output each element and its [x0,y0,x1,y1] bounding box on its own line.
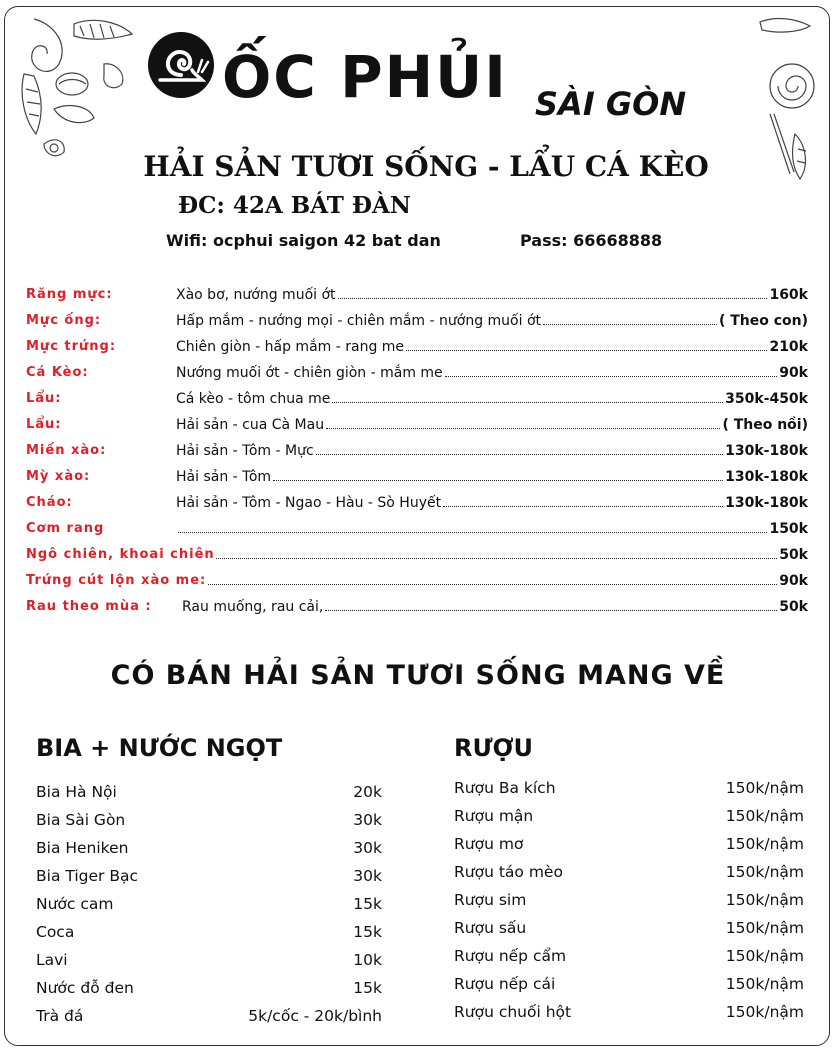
menu-item [26,492,808,514]
list-item [36,1004,382,1028]
drink-price: 150k/nậm [725,975,804,993]
drink-name: Rượu chuối hột [454,1003,572,1021]
list-item [36,836,382,860]
list-item [36,920,382,944]
drink-price: 150k/nậm [725,835,804,853]
menu-item-desc: Cá kèo - tôm chua me [176,391,331,407]
menu-item-desc: Rau muống, rau cải, [182,599,324,615]
menu-item-name: Cháo: [26,495,73,510]
drink-name: Rượu nếp cẩm [454,947,567,965]
menu-item-price: 210k [769,339,808,355]
menu-item-name: Rau theo mùa : [26,599,152,614]
menu-item-name: Răng mực: [26,287,113,302]
menu-item-price: 130k-180k [725,469,808,485]
menu-item [26,414,808,436]
menu-item-name: Miến xào: [26,443,107,458]
drink-price: 30k [353,839,382,857]
list-item [454,972,804,996]
drink-name: Rượu mơ [454,835,524,853]
menu-item-price: 160k [769,287,808,303]
drink-price: 150k/nậm [725,947,804,965]
menu-item-price: 150k [769,521,808,537]
drink-price: 15k [353,979,382,997]
menu-item-name: Cá Kèo: [26,365,89,380]
list-item [36,808,382,832]
drink-price: 150k/nậm [725,779,804,797]
menu-item [26,440,808,462]
snail-logo-icon [146,30,216,100]
drink-name: Nước cam [36,895,114,913]
menu-item-desc: Nướng muối ớt - chiên giòn - mắm me [176,365,443,381]
beer-section-title: BIA + NƯỚC NGỌT [36,734,283,762]
brand-subtitle: SÀI GÒN [535,85,687,123]
menu-item [26,570,808,592]
seashell-cluster-left-icon [14,14,139,164]
menu-item-desc: Hải sản - Tôm [176,469,272,485]
menu-item-name: Trứng cút lộn xào me: [26,573,207,588]
list-item [454,1000,804,1024]
menu-item-name: Ngô chiên, khoai chiên [26,547,215,562]
menu-item [26,544,808,566]
menu-item-name: Mực ống: [26,313,102,328]
menu-item-name: Mỳ xào: [26,469,91,484]
menu-item [26,284,808,306]
menu-item [26,310,808,332]
menu-item-price: 130k-180k [725,495,808,511]
menu-item-name: Cơm rang [26,521,105,536]
list-item [36,780,382,804]
menu-item-name: Mực trứng: [26,339,117,354]
menu-item [26,466,808,488]
menu-item [26,518,808,540]
menu-item-price: 50k [779,547,808,563]
menu-item-price: 130k-180k [725,443,808,459]
drink-name: Bia Tiger Bạc [36,867,138,885]
drink-name: Coca [36,923,75,941]
menu-item-price: 350k-450k [725,391,808,407]
drink-name: Trà đá [36,1007,84,1025]
drink-price: 15k [353,923,382,941]
list-item [454,916,804,940]
menu-item-price: ( Theo nồi) [722,417,808,433]
menu-item-desc: Hải sản - Tôm - Ngao - Hàu - Sò Huyết [176,495,442,511]
list-item [454,944,804,968]
menu-item [26,596,808,618]
brand-name: ỐC PHỦI [222,43,508,111]
drink-name: Bia Hà Nội [36,783,117,801]
takeaway-headline: CÓ BÁN HẢI SẢN TƯƠI SỐNG MANG VỀ [110,660,726,691]
wifi-password: Pass: 66668888 [520,231,663,250]
list-item [36,864,382,888]
list-item [454,804,804,828]
list-item [36,976,382,1000]
drink-price: 150k/nậm [725,919,804,937]
drink-name: Rượu sấu [454,919,527,937]
menu-item-price: 90k [779,573,808,589]
drink-price: 20k [353,783,382,801]
menu-item-name: Lẩu: [26,417,62,432]
address: ĐC: 42A BÁT ĐÀN [178,192,411,219]
menu-item-price: 90k [779,365,808,381]
menu-item-price: ( Theo con) [718,313,808,329]
menu-item-desc: Xào bơ, nướng muối ớt [176,287,336,303]
menu-item-desc: Hải sản - cua Cà Mau [176,417,325,433]
list-item [454,860,804,884]
wifi-info: Wifi: ocphui saigon 42 bat dan [166,231,441,250]
menu-item-desc: Hải sản - Tôm - Mực [176,443,314,459]
drink-name: Bia Sài Gòn [36,811,126,829]
drink-name: Rượu Ba kích [454,779,556,797]
drink-price: 5k/cốc - 20k/bình [248,1007,382,1025]
drink-name: Nước đỗ đen [36,979,134,997]
drink-name: Rượu mận [454,807,534,825]
drink-price: 10k [353,951,382,969]
drink-name: Rượu sim [454,891,527,909]
list-item [36,948,382,972]
drink-price: 15k [353,895,382,913]
menu-item [26,336,808,358]
drink-price: 30k [353,867,382,885]
menu-item-desc: Hấp mắm - nướng mọi - chiên mắm - nướng muối ớt [176,313,542,329]
list-item [454,888,804,912]
list-item [36,892,382,916]
wine-section-title: RƯỢU [454,734,533,762]
drink-price: 150k/nậm [725,891,804,909]
drink-price: 150k/nậm [725,1003,804,1021]
drink-name: Rượu nếp cái [454,975,556,993]
drink-name: Lavi [36,951,68,969]
menu-item-price: 50k [779,599,808,615]
snail-logo [146,30,216,104]
menu-item-name: Lẩu: [26,391,62,406]
menu-item [26,388,808,410]
menu-item-desc: Chiên giòn - hấp mắm - rang me [176,339,405,355]
drink-name: Bia Heniken [36,839,129,857]
drink-price: 150k/nậm [725,807,804,825]
list-item [454,832,804,856]
drink-price: 150k/nậm [725,863,804,881]
drink-price: 30k [353,811,382,829]
drink-name: Rượu táo mèo [454,863,563,881]
list-item [454,776,804,800]
tagline: HẢI SẢN TƯƠI SỐNG - LẨU CÁ KÈO [143,150,709,183]
menu-item [26,362,808,384]
